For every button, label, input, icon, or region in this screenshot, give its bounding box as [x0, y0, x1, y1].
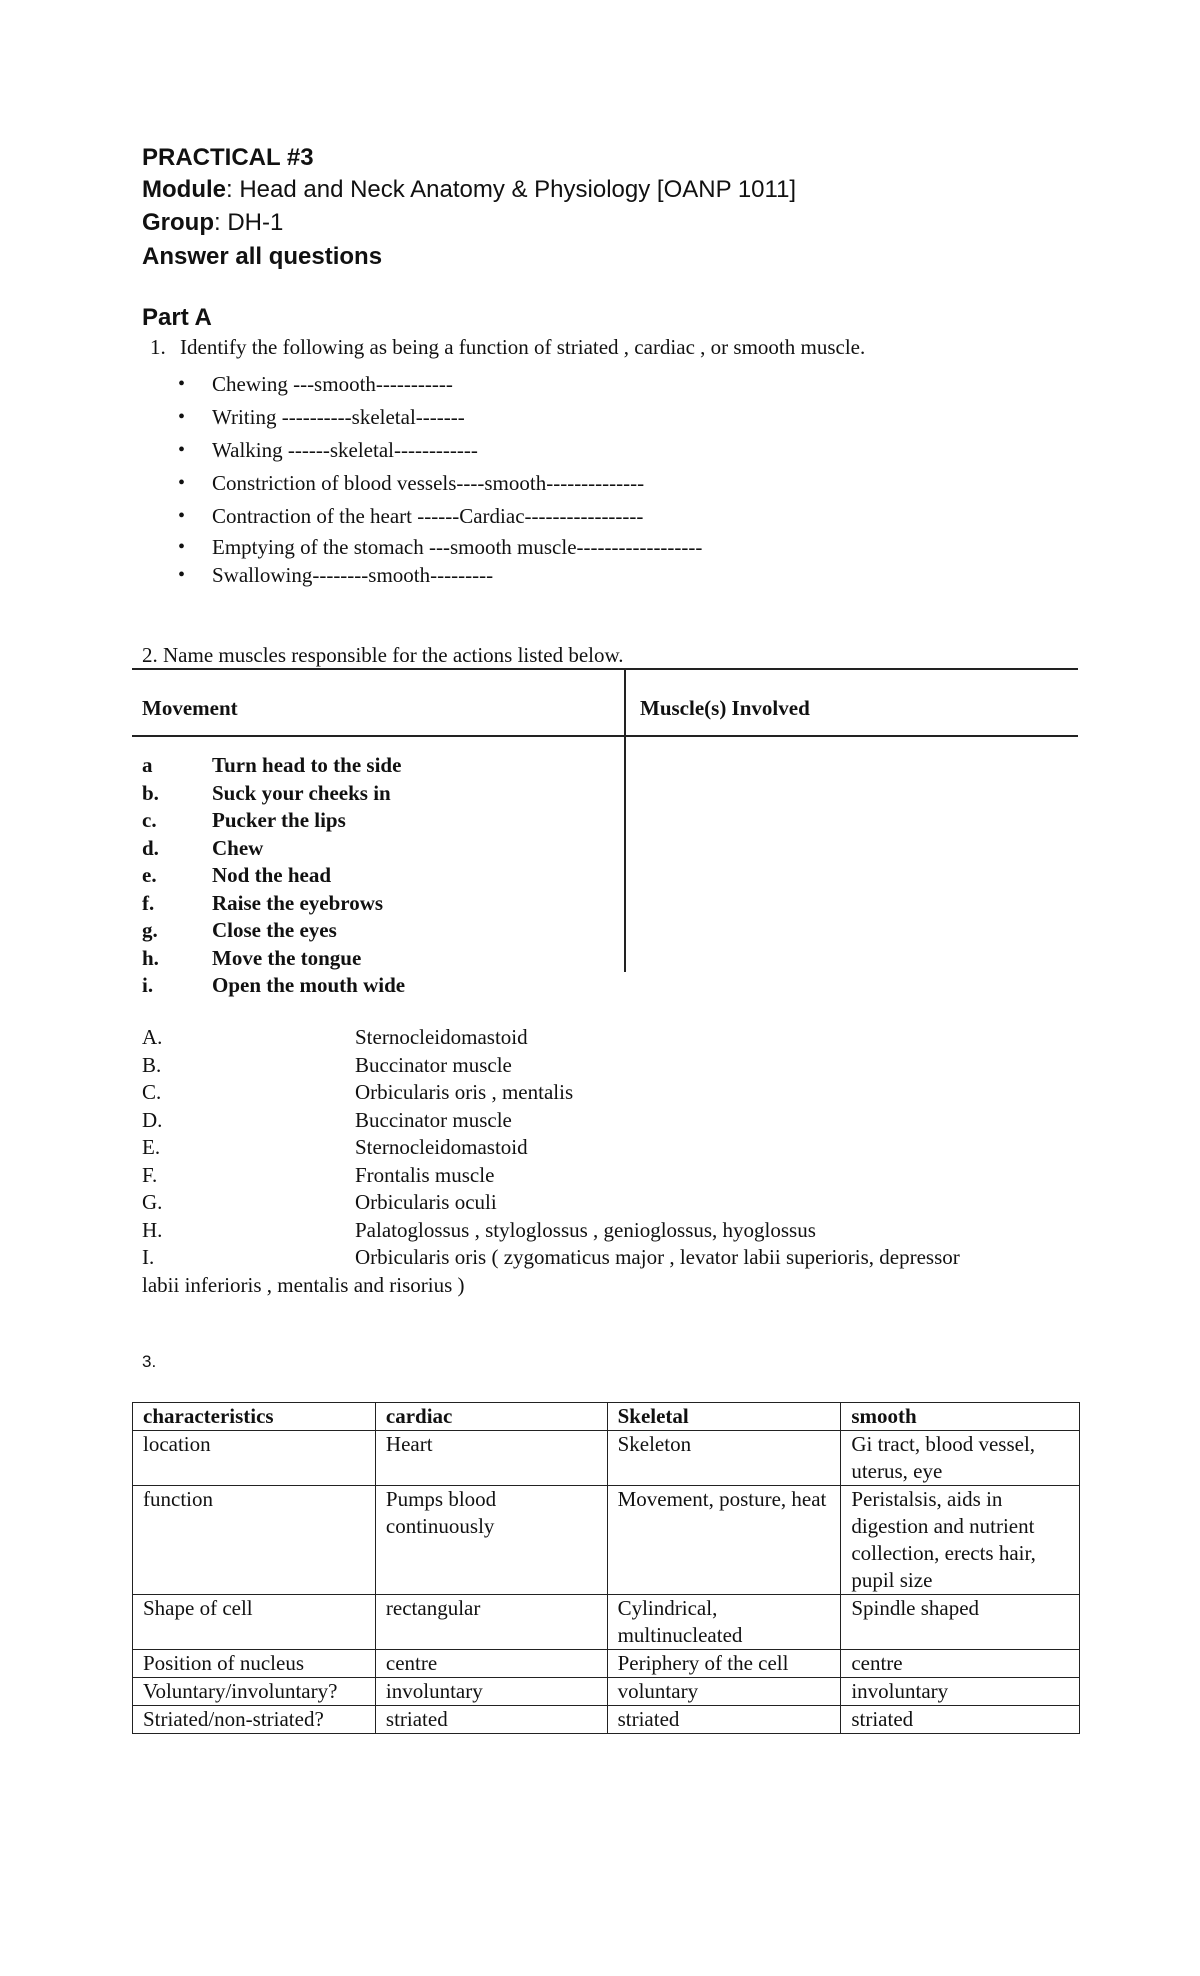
table-cell: Position of nucleus	[133, 1650, 376, 1678]
table-cell: Striated/non-striated?	[133, 1706, 376, 1734]
table-header-row	[133, 1403, 1080, 1431]
group-label: Group	[142, 209, 214, 236]
table-cell: rectangular	[375, 1595, 607, 1650]
table-cell: Cylindrical, multinucleated	[607, 1595, 841, 1650]
table-rule-top	[132, 668, 1078, 670]
table-cell: Gi tract, blood vessel, uterus, eye	[841, 1431, 1080, 1486]
table-cell: Periphery of the cell	[607, 1650, 841, 1678]
table-cell: striated	[841, 1706, 1080, 1734]
table-row	[133, 1706, 1080, 1734]
part-a-heading: Part A	[142, 304, 212, 331]
page-title: PRACTICAL #3	[142, 144, 314, 171]
list-item: • Swallowing--------smooth---------	[178, 561, 702, 589]
table-row	[133, 1431, 1080, 1486]
table-cell: Pumps blood continuously	[375, 1486, 607, 1595]
movement-list	[142, 752, 405, 1000]
table-cell: function	[133, 1486, 376, 1595]
table-cell: involuntary	[841, 1678, 1080, 1706]
list-item: • Chewing ---smooth-----------	[178, 368, 702, 401]
table-cell: Skeleton	[607, 1431, 841, 1486]
list-item: • Emptying of the stomach ---smooth muscle------------------	[178, 533, 702, 561]
q2-prompt: 2. Name muscles responsible for the actions listed below.	[142, 643, 624, 667]
list-item: i. Open the mouth wide	[142, 973, 406, 997]
muscles-column-header: Muscle(s) Involved	[640, 696, 810, 720]
q1-text: Identify the following as being a function of striated , cardiac , or smooth muscle.	[180, 335, 866, 359]
movement-column-header: Movement	[142, 696, 238, 720]
column-header: cardiac	[375, 1403, 607, 1431]
table-cell: involuntary	[375, 1678, 607, 1706]
table-row	[133, 1678, 1080, 1706]
table-cell: Peristalsis, aids in digestion and nutrient collection, erects hair, pupil size	[841, 1486, 1080, 1595]
table-cell: striated	[375, 1706, 607, 1734]
q1-number: 1.	[150, 335, 166, 359]
list-item: • Constriction of blood vessels----smooth--------------	[178, 467, 702, 500]
table-row	[133, 1595, 1080, 1650]
list-item: a Turn head to the side	[142, 753, 402, 777]
list-item: d. Chew	[142, 835, 264, 860]
table-cell: centre	[375, 1650, 607, 1678]
document-page: PRACTICAL #3 Module: Head and Neck Anatomy & Physiology [OANP 1011] Group: DH-1 Answer all questions Part A 1. Identify the following as being a function of striated , cardiac , or smooth muscle. • Chewing ---smooth----------- • Writing ----------skeletal------- • Walking ------skeletal------------ • Constriction of blood vessels----smooth-------------- • Contraction of the heart ------Cardiac----------------- • Emptying of the stomach ---smooth muscle------------------ • Swallowing--------smooth--------- 2. Name muscles responsible for the actions listed below. Movement Muscle(s) Involved a Turn head to the side b. Suck your cheeks in c. Pucker the lips d. Chew e. Nod the head f. Raise the eyebrows g. Close the eyes h. Move the tongue i. Open the mouth wide A. Sternocleidomastoid B. Buccinator muscle C. Orbicularis oris , mentalis D. Buccinator muscle E. Sternocleidomastoid F. Frontalis muscle G. Orbicularis oculi H. Palatoglossus , styloglossus , genioglossus, hyoglossus I. Orbicularis oris ( zygomaticus major , levator labii superioris, depressor labii inferioris , mentalis and risorius ) 3. characteristics cardiac Skeletal smooth location Heart Skeleton Gi tract, blood vessel, uterus, eye function Pumps blood continuously Movement, posture, heat Peristalsis, aids in digestion and nutrient collection, erects hair, pupil size Shape of cell rectangular Cylindrical, multinucleated Spindle shaped Position of nucleus centre Periphery of the cell centre Voluntary/involuntary? involuntary voluntary involuntary Striated/non-striated? striated striated striated	[0, 0, 1200, 1976]
table-cell: striated	[607, 1706, 841, 1734]
list-item: f. Raise the eyebrows	[142, 890, 384, 915]
column-header: smooth	[841, 1403, 1080, 1431]
q1-answer-list	[178, 368, 702, 589]
table-rule-header	[132, 735, 1078, 737]
group-line	[142, 207, 283, 239]
muscle-characteristics-table	[132, 1402, 1080, 1734]
table-cell: Shape of cell	[133, 1595, 376, 1650]
list-item: • Writing ----------skeletal-------	[178, 401, 702, 434]
q3-number: 3.	[142, 1352, 157, 1371]
table-cell: Voluntary/involuntary?	[133, 1678, 376, 1706]
list-item: • Contraction of the heart ------Cardiac-----------------	[178, 500, 702, 533]
instruction: Answer all questions	[142, 243, 383, 270]
group-value: : DH-1	[214, 209, 284, 236]
table-cell: Movement, posture, heat	[607, 1486, 841, 1595]
module-line	[142, 174, 796, 206]
table-cell: voluntary	[607, 1678, 841, 1706]
column-header: characteristics	[133, 1403, 376, 1431]
table-row	[133, 1650, 1080, 1678]
q1-prompt	[150, 335, 866, 360]
list-item: b. Suck your cheeks in	[142, 780, 391, 805]
table-cell: Spindle shaped	[841, 1595, 1080, 1650]
column-header: Skeletal	[607, 1403, 841, 1431]
table-column-divider	[624, 670, 626, 972]
module-value: : Head and Neck Anatomy & Physiology [OANP 1011]	[226, 176, 797, 203]
list-item: • Walking ------skeletal------------	[178, 434, 702, 467]
table-row	[133, 1486, 1080, 1595]
list-item: h. Move the tongue	[142, 945, 362, 970]
list-item: e. Nod the head	[142, 863, 332, 887]
list-item: g. Close the eyes	[142, 918, 337, 942]
table-cell: Heart	[375, 1431, 607, 1486]
list-item: c. Pucker the lips	[142, 808, 346, 832]
table-cell: centre	[841, 1650, 1080, 1678]
table-cell: location	[133, 1431, 376, 1486]
module-label: Module	[142, 176, 226, 203]
